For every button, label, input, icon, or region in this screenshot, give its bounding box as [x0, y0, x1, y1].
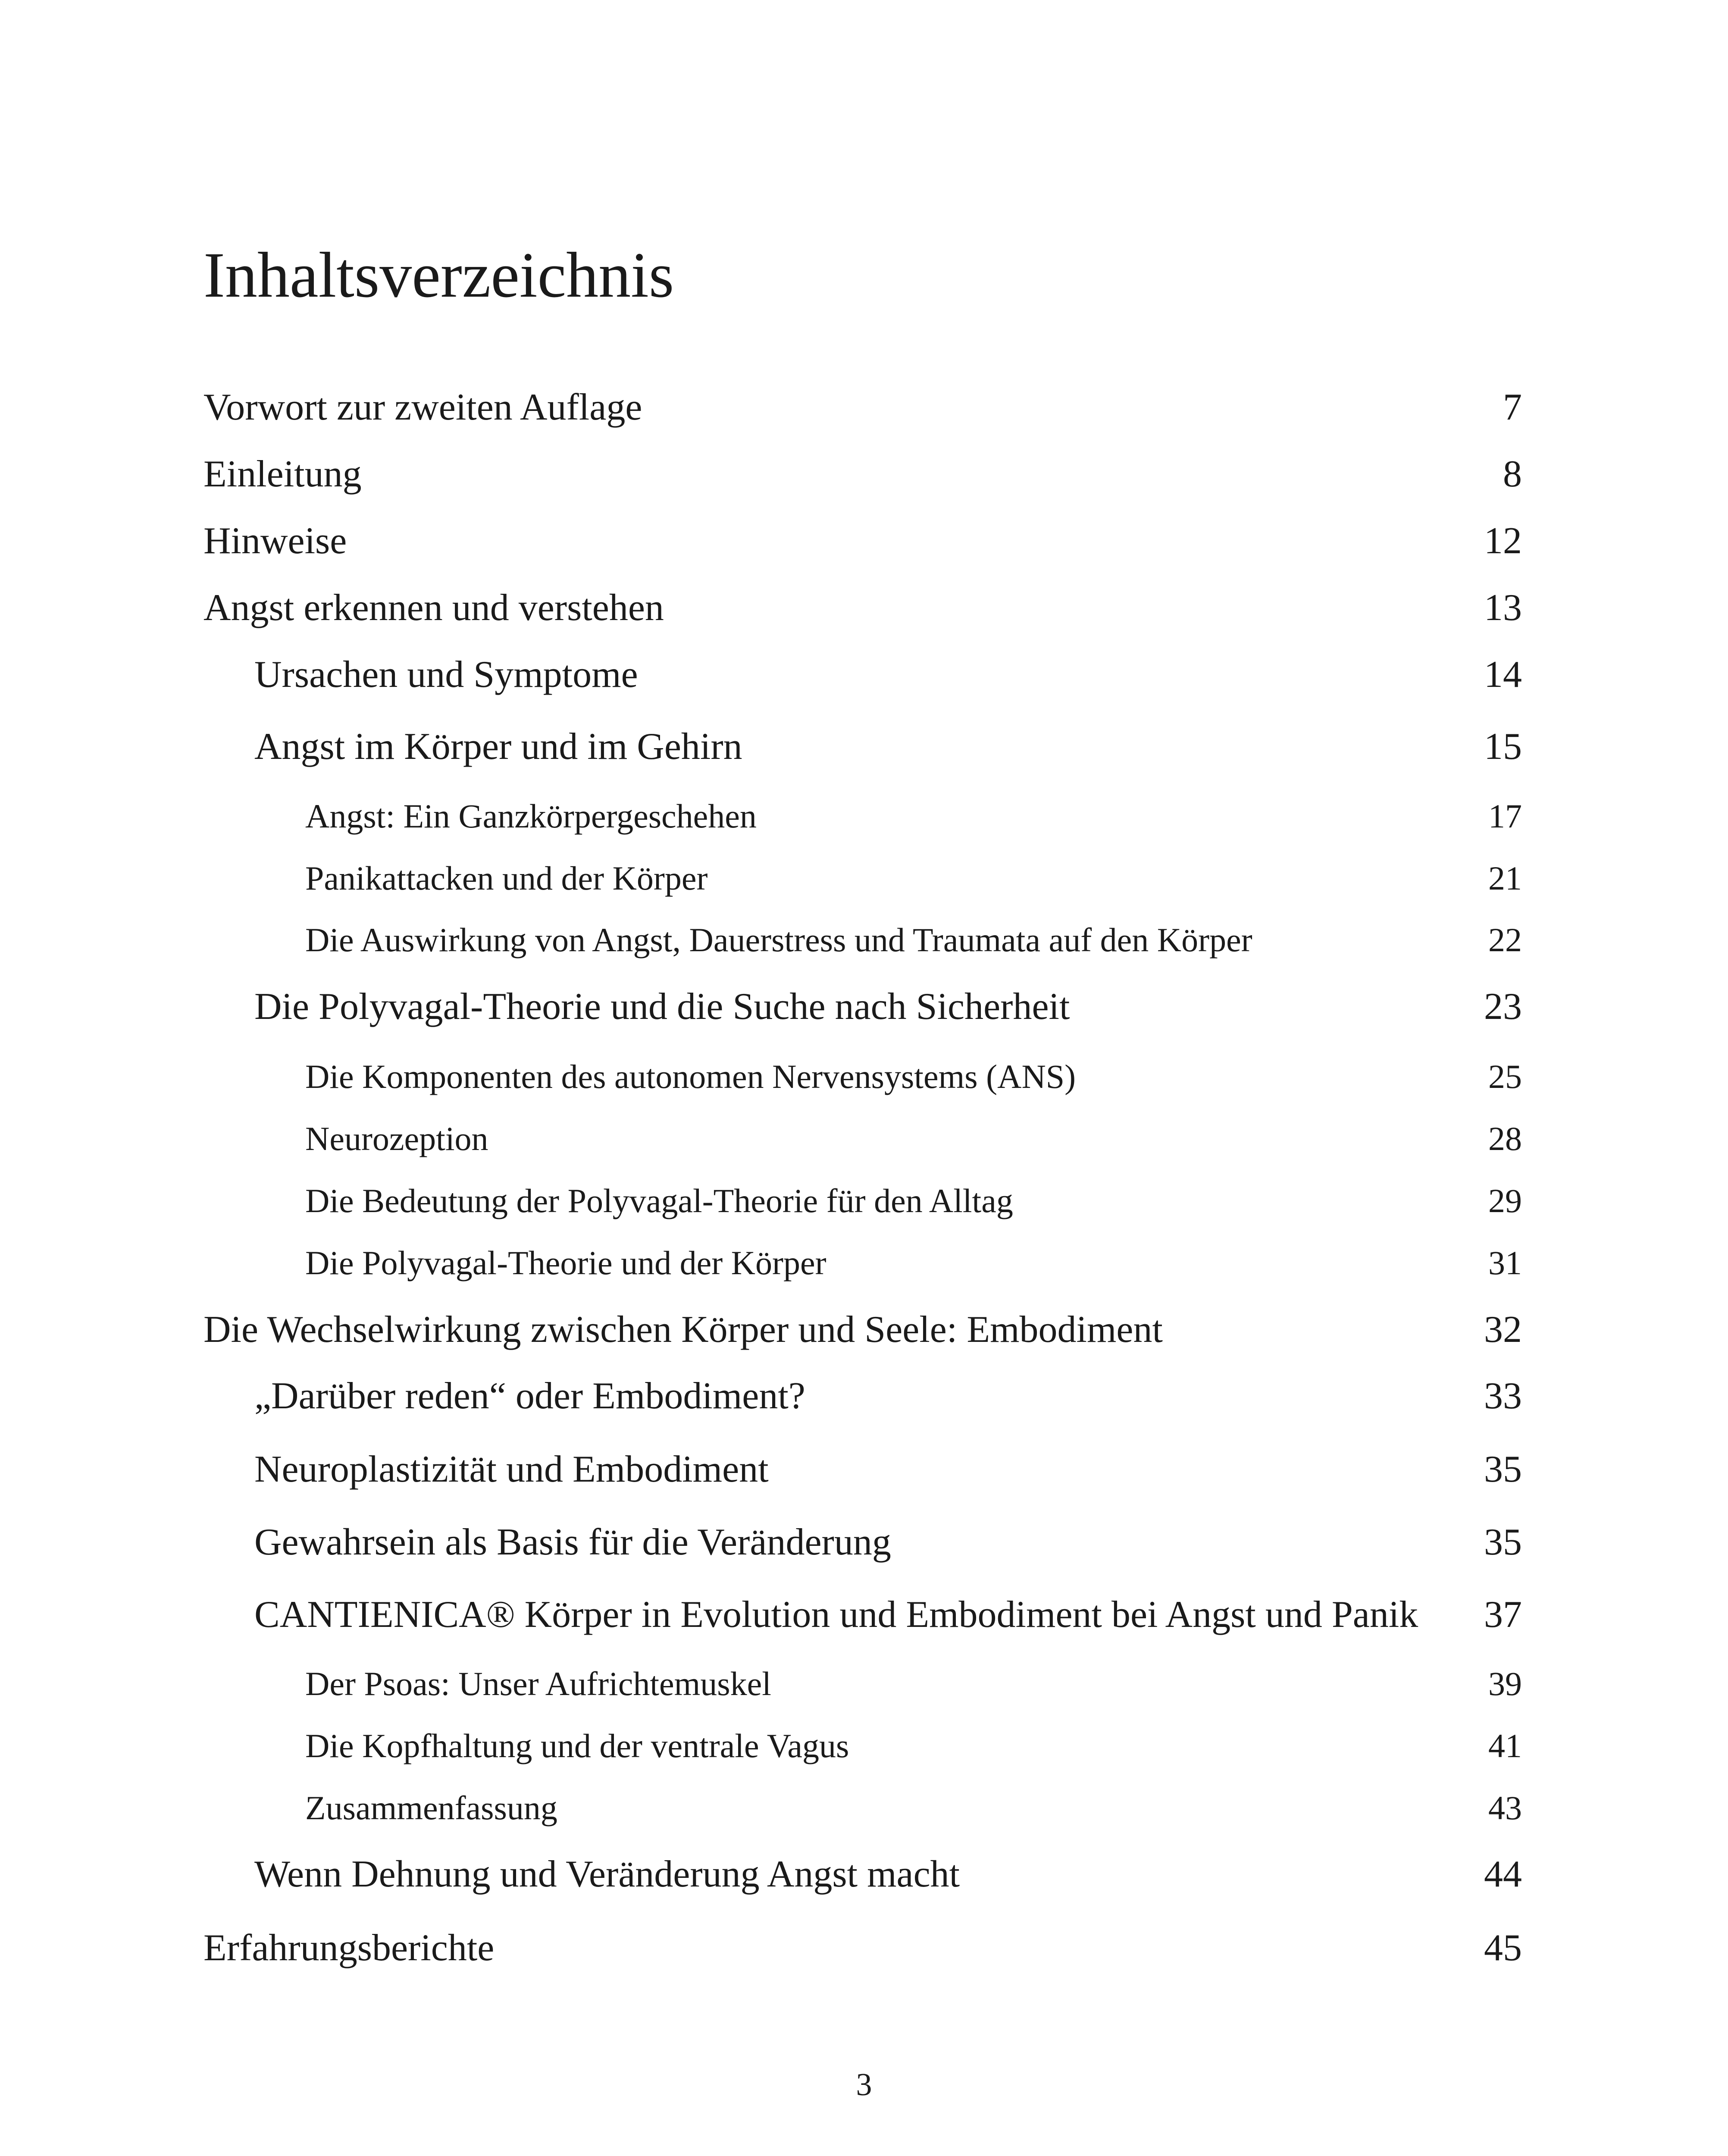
toc-entry-page-number: 17 [1488, 797, 1522, 835]
toc-entry-page-number: 45 [1484, 1927, 1522, 1969]
toc-entry-page-number: 41 [1488, 1727, 1522, 1764]
toc-entry-page-number: 23 [1484, 986, 1522, 1028]
toc-entry-page-number: 12 [1484, 520, 1522, 562]
toc-entry-page-number: 35 [1484, 1521, 1522, 1563]
toc-entry-label: Die Komponenten des autonomen Nervensystems (ANS) [305, 1058, 1076, 1095]
toc-entry-label: Die Kopfhaltung und der ventrale Vagus [305, 1727, 849, 1764]
toc-entry-page-number: 7 [1503, 386, 1522, 428]
toc-entry-label: Die Wechselwirkung zwischen Körper und Seele: Embodiment [203, 1309, 1163, 1351]
toc-entry-page-number: 14 [1484, 654, 1522, 696]
toc-entry-label: Neurozeption [305, 1120, 488, 1157]
toc-entry-label: Die Bedeutung der Polyvagal-Theorie für den Alltag [305, 1182, 1013, 1219]
toc-entry-label: Angst im Körper und im Gehirn [254, 726, 742, 768]
toc-entry-page-number: 33 [1484, 1375, 1522, 1417]
toc-entry-label: Hinweise [203, 520, 347, 562]
toc-entry-label: Vorwort zur zweiten Auflage [203, 386, 642, 428]
toc-entry-label: Zusammenfassung [305, 1789, 557, 1827]
toc-entry-page-number: 28 [1488, 1120, 1522, 1157]
toc-entry-page-number: 37 [1484, 1594, 1522, 1636]
toc-entry-page-number: 43 [1488, 1789, 1522, 1827]
toc-entry-label: Die Auswirkung von Angst, Dauerstress und Traumata auf den Körper [305, 921, 1252, 959]
toc-entry-label: „Darüber reden“ oder Embodiment? [254, 1375, 805, 1417]
toc-entry-page-number: 22 [1488, 921, 1522, 959]
page-number: 3 [856, 2067, 872, 2103]
toc-entry-page-number: 44 [1484, 1853, 1522, 1895]
toc-entry-label: Panikattacken und der Körper [305, 859, 708, 897]
toc-entry-page-number: 25 [1488, 1058, 1522, 1095]
toc-entry-page-number: 21 [1488, 859, 1522, 897]
toc-entry-page-number: 39 [1488, 1665, 1522, 1702]
page-title: Inhaltsverzeichnis [203, 239, 674, 311]
toc-entry-label: Angst erkennen und verstehen [203, 587, 664, 629]
toc-entry-page-number: 35 [1484, 1448, 1522, 1490]
toc-entry-page-number: 8 [1503, 453, 1522, 495]
toc-entry-label: Ursachen und Symptome [254, 654, 638, 696]
toc-entry-label: Neuroplastizität und Embodiment [254, 1448, 769, 1490]
toc-entry-page-number: 31 [1488, 1244, 1522, 1282]
toc-entry-label: Die Polyvagal-Theorie und die Suche nach Sicherheit [254, 986, 1070, 1028]
toc-entry-label: Angst: Ein Ganzkörpergeschehen [305, 797, 757, 835]
toc-entry-label: CANTIENICA® Körper in Evolution und Embodiment bei Angst und Panik [254, 1594, 1418, 1636]
toc-entry-label: Die Polyvagal-Theorie und der Körper [305, 1244, 826, 1282]
toc-entry-page-number: 13 [1484, 587, 1522, 629]
toc-entry-label: Gewahrsein als Basis für die Veränderung [254, 1521, 891, 1563]
toc-entry-label: Der Psoas: Unser Aufrichtemuskel [305, 1665, 771, 1702]
toc-entry-label: Wenn Dehnung und Veränderung Angst macht [254, 1853, 960, 1895]
toc-entry-label: Einleitung [203, 453, 362, 495]
toc-entry-label: Erfahrungsberichte [203, 1927, 495, 1969]
toc-entry-page-number: 29 [1488, 1182, 1522, 1219]
toc-entry-page-number: 32 [1484, 1309, 1522, 1351]
toc-entry-page-number: 15 [1484, 726, 1522, 768]
